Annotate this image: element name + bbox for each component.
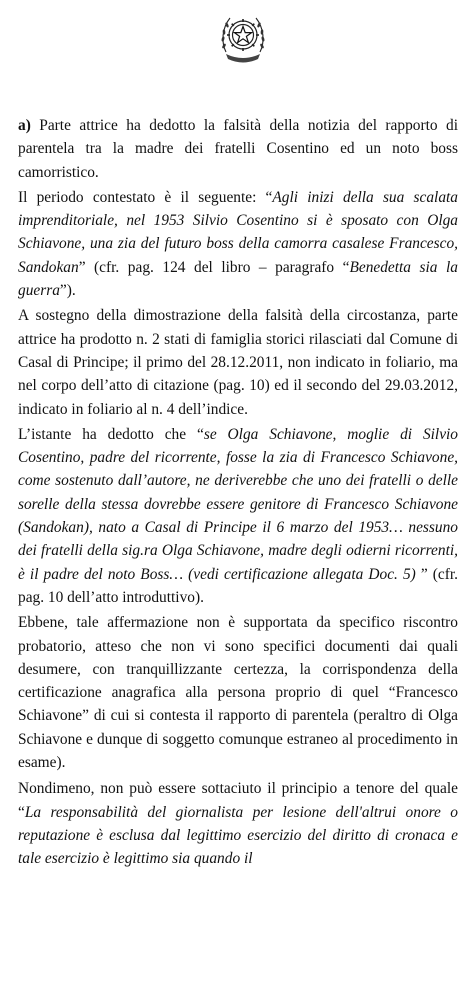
paragraph-periodo-text: Agli inizi della sua scalata imprenditoriale, nel 1953 Silvio Cosentino si è sposato con Olga Schiavone, una zia del futuro boss della camorra casalese Francesco, Sandokan	[18, 188, 458, 276]
paragraph-periodo-text: Il periodo contestato è il seguente: “	[18, 188, 273, 206]
paragraph-nondimeno-text: La responsabilità del giornalista per lesione dell'altrui onore o reputazione è esclusa dal legittimo esercizio del diritto di cronaca e tale esercizio è legittimo sia quando il	[18, 803, 458, 868]
paragraph-periodo-text: ”).	[59, 282, 76, 300]
document-body	[18, 114, 458, 871]
paragraph-ebbene-text: Ebbene, tale affermazione non è supportata da specifico riscontro probatorio, atteso che non vi sono specifici documenti dai quali desumere, con tranquillizzante certezza, la corrispondenza della certificazione anagrafica alla persona proprio di quel “Francesco Schiavone” di cui si contesta il rapporto di parentela (peraltro di Olga Schiavone e dunque di soggetto comunque estraneo al procedimento in esame).	[18, 614, 458, 772]
paragraph-periodo-text: Benedetta sia la guerra	[18, 258, 458, 300]
paragraph-a-text: a)	[18, 117, 31, 134]
paragraph-istante	[18, 423, 458, 609]
paragraph-a-text: Parte attrice ha dedotto la falsità della notizia del rapporto di parentela tra la madre dei fratelli Cosentino ed un noto boss camorristico.	[18, 117, 458, 181]
paragraph-ebbene	[18, 611, 458, 774]
paragraph-nondimeno	[18, 777, 458, 870]
paragraph-sostegno	[18, 304, 458, 420]
paragraph-sostegno-text: A sostegno della dimostrazione della falsità della circostanza, parte attrice ha prodotto n. 2 stati di famiglia storici rilasciati dal Comune di Casal di Principe; il primo del 28.12.2011, non indicato in foliario, ma nel corpo dell’atto di citazione (pag. 10) ed il secondo del 29.03.2012, indicato in foliario al n. 4 dell’indice.	[18, 307, 458, 418]
paragraph-istante-text: ” (cfr. pag. 10 dell’atto introduttivo).	[18, 565, 458, 606]
paragraph-istante-text: L’istante ha dedotto che “	[18, 425, 204, 443]
paragraph-periodo	[18, 186, 458, 302]
paragraph-istante-text: se Olga Schiavone, moglie di Silvio Cosentino, padre del ricorrente, fosse la zia di Francesco Schiavone, come sostenuto dall’autore, ne deriverebbe che uno dei fratelli o delle sorelle della stessa dovrebbe essere genitore di Francesco Schiavone (Sandokan), nato a Casal di Principe il 6 marzo del 1953… nessuno dei fratelli della sig.ra Olga Schiavone, madre degli odierni ricorrenti, è il padre del noto Boss… (vedi certificazione allegata Doc. 5)	[18, 425, 459, 583]
italian-republic-emblem-icon	[218, 8, 268, 66]
paragraph-nondimeno-text: Nondimeno, non può essere sottaciuto il principio a tenore del quale “	[18, 780, 458, 821]
paragraph-periodo-text: ” (cfr. pag. 124 del libro – paragrafo “	[78, 258, 350, 276]
paragraph-a	[18, 114, 458, 184]
